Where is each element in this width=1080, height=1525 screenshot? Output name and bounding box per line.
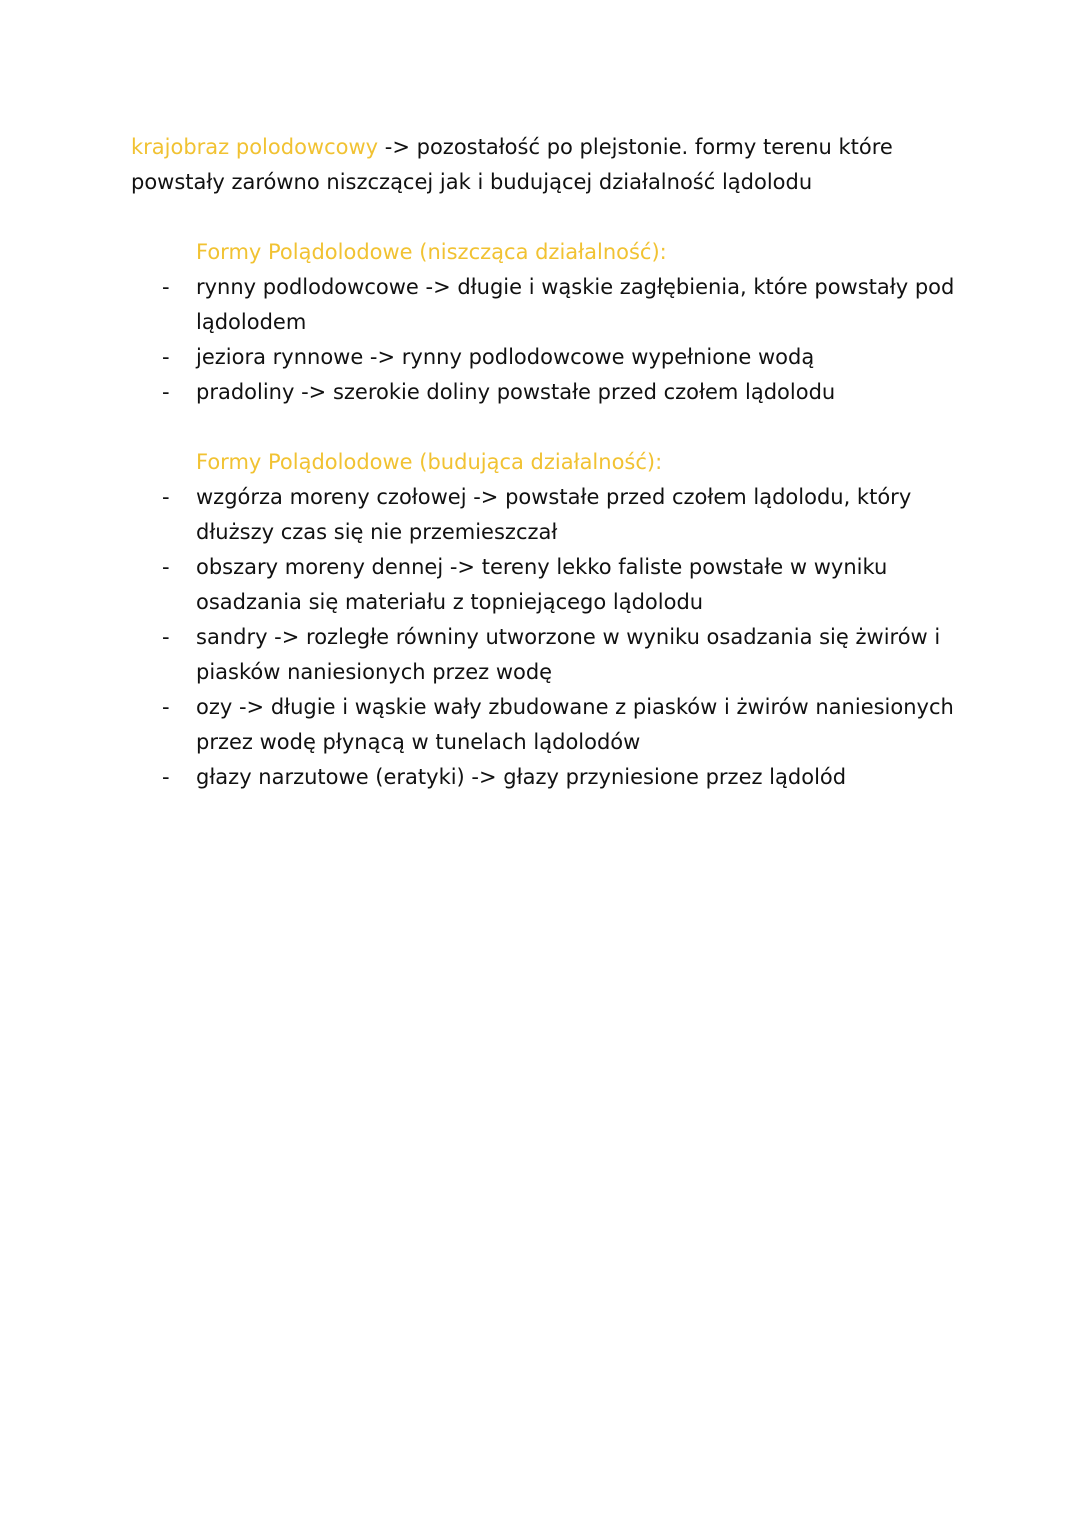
list-item-text: rynny podlodowcowe -> długie i wąskie zagłębienia, które powstały pod lądolodem [196,275,955,334]
list-item-text: pradoliny -> szerokie doliny powstałe przed czołem lądolodu [196,380,836,404]
bullet-dash: - [162,765,170,789]
intro-paragraph [131,130,971,200]
list-item [131,690,971,760]
bullet-dash: - [162,275,170,299]
bullet-dash: - [162,555,170,579]
list-destructive [131,270,971,410]
list-item [131,550,971,620]
list-item [131,375,971,410]
list-item-text: obszary moreny dennej -> tereny lekko faliste powstałe w wyniku osadzania się materiału z topniejącego lądolodu [196,555,888,614]
document-content [131,130,971,795]
bullet-dash: - [162,625,170,649]
bullet-dash: - [162,380,170,404]
bullet-dash: - [162,485,170,509]
section-constructive [131,445,971,795]
bullet-dash: - [162,345,170,369]
intro-definition: -> pozostałość po plejstonie. formy terenu które powstały zarówno niszczącej jak i budującej działalność lądolodu [131,135,893,194]
list-item-text: głazy narzutowe (eratyki) -> głazy przyniesione przez lądolód [196,765,847,789]
bullet-dash: - [162,695,170,719]
list-item [131,340,971,375]
list-item-text: sandry -> rozległe równiny utworzone w wyniku osadzania się żwirów i piasków naniesionych przez wodę [196,625,941,684]
section-heading-constructive: Formy Polądolodowe (budująca działalność): [196,450,663,474]
list-item [131,620,971,690]
list-item-text: wzgórza moreny czołowej -> powstałe przed czołem lądolodu, który dłuższy czas się nie przemieszczał [196,485,912,544]
list-item [131,480,971,550]
section-heading-destructive: Formy Polądolodowe (niszcząca działalność): [196,240,667,264]
list-constructive [131,480,971,795]
intro-term: krajobraz polodowcowy [131,135,379,159]
list-item [131,270,971,340]
list-item [131,760,971,795]
list-item-text: ozy -> długie i wąskie wały zbudowane z piasków i żwirów naniesionych przez wodę płynącą w tunelach lądolodów [196,695,954,754]
list-item-text: jeziora rynnowe -> rynny podlodowcowe wypełnione wodą [196,345,815,369]
section-destructive [131,235,971,410]
